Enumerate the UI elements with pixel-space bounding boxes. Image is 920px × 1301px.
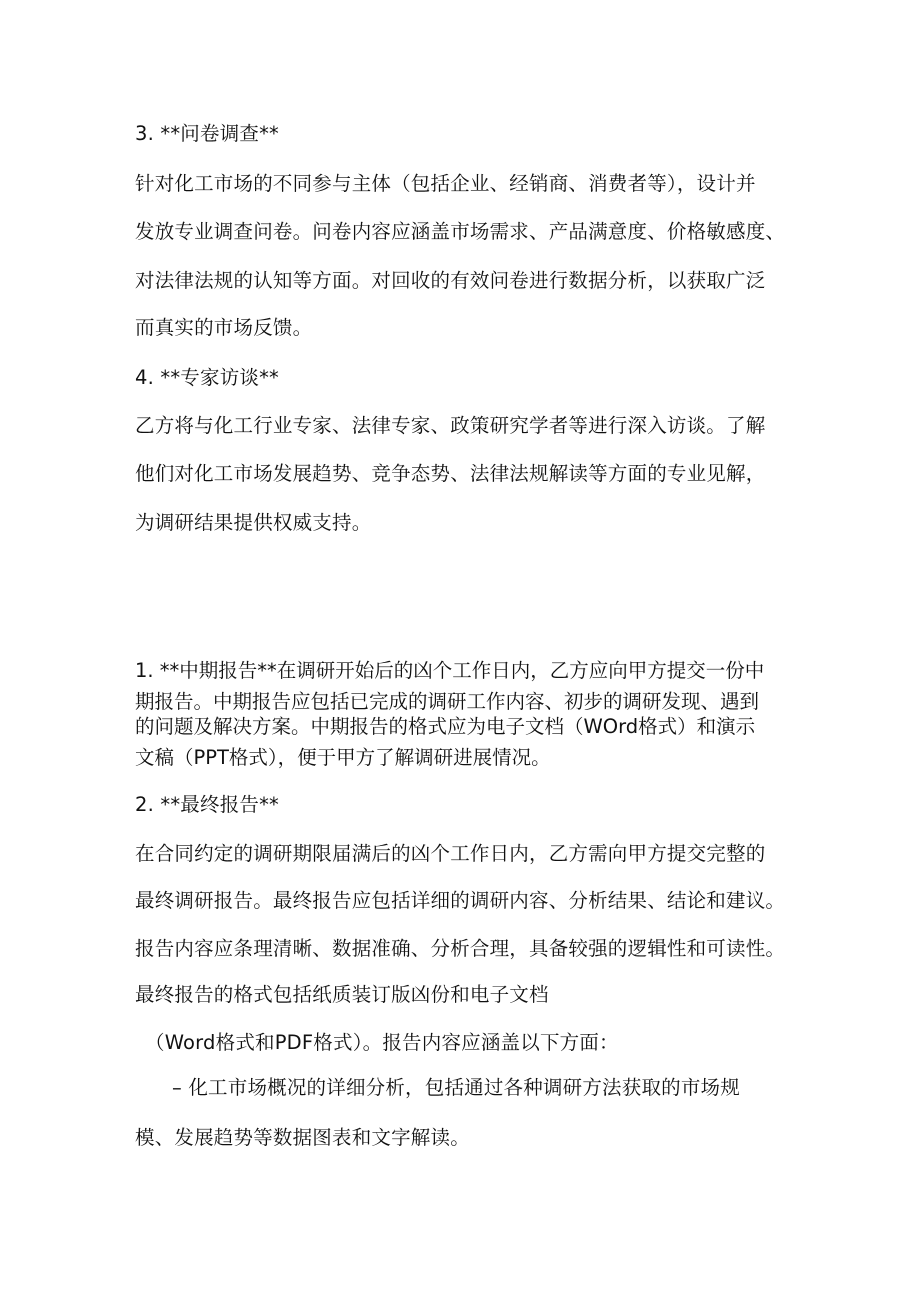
item2-line-3: 报告内容应条理清晰、数据准确、分析合理，具备较强的逻辑性和可读性。 bbox=[135, 937, 786, 960]
item2-line-5: （Word格式和PDF格式）。报告内容应涵盖以下方面： bbox=[145, 1031, 619, 1054]
item3-line-4: 而真实的市场反馈。 bbox=[135, 316, 313, 339]
item3-line-1: 针对化工市场的不同参与主体（包括企业、经销商、消费者等），设计并 bbox=[135, 172, 756, 195]
item3-heading: 3. **问卷调查** bbox=[135, 122, 280, 145]
item4-line-2: 他们对化工市场发展趋势、竞争态势、法律法规解读等方面的专业见解， bbox=[135, 462, 766, 485]
item1-line-2: 期报告。中期报告应包括已完成的调研工作内容、初步的调研发现、遇到 bbox=[135, 690, 760, 713]
item3-line-2: 发放专业调查问卷。问卷内容应涵盖市场需求、产品满意度、价格敏感度、 bbox=[135, 220, 786, 243]
item2-bullet-line-2: 模、发展趋势等数据图表和文字解读。 bbox=[135, 1126, 470, 1149]
item1-line-1: 1. **中期报告**在调研开始后的凶个工作日内，乙方应向甲方提交一份中 bbox=[135, 659, 765, 682]
item1-line-4: 文稿（PPT格式），便于甲方了解调研进展情况。 bbox=[135, 746, 551, 769]
item2-line-4: 最终报告的格式包括纸质装订版凶份和电子文档 bbox=[135, 983, 549, 1006]
item4-heading: 4. **专家访谈** bbox=[135, 366, 280, 389]
item2-bullet-line-1: – 化工市场概况的详细分析，包括通过各种调研方法获取的市场规 bbox=[172, 1076, 740, 1099]
item4-line-1: 乙方将与化工行业专家、法律专家、政策研究学者等进行深入访谈。了解 bbox=[135, 414, 766, 437]
item2-line-1: 在合同约定的调研期限届满后的凶个工作日内，乙方需向甲方提交完整的 bbox=[135, 842, 766, 865]
item4-line-3: 为调研结果提供权威支持。 bbox=[135, 511, 372, 534]
item3-line-3: 对法律法规的认知等方面。对回收的有效问卷进行数据分析，以获取广泛 bbox=[135, 269, 766, 292]
item2-line-2: 最终调研报告。最终报告应包括详细的调研内容、分析结果、结论和建议。 bbox=[135, 889, 786, 912]
item2-heading: 2. **最终报告** bbox=[135, 793, 280, 816]
item1-line-3: 的问题及解决方案。中期报告的格式应为电子文档（WOrd格式）和演示 bbox=[135, 715, 756, 738]
